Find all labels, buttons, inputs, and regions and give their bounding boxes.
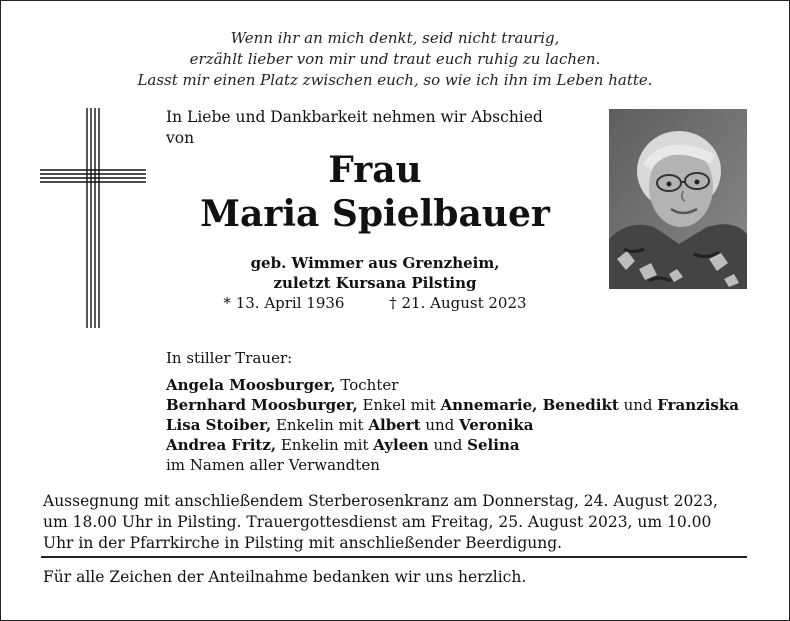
mourner-name: Bernhard Moosburger, bbox=[166, 396, 358, 414]
mourner-name: Ayleen bbox=[373, 436, 429, 454]
mourner-row bbox=[166, 395, 739, 415]
poem bbox=[0, 28, 790, 91]
mourner-name: Albert bbox=[368, 416, 421, 434]
divider bbox=[41, 556, 747, 558]
mourner-name: Veronika bbox=[459, 416, 534, 434]
mourner-row bbox=[166, 435, 739, 455]
poem-line: Lasst mir einen Platz zwischen euch, so wie ich ihn im Leben hatte. bbox=[137, 71, 653, 89]
mourner-row bbox=[166, 415, 739, 435]
mourner-relation: Enkelin mit bbox=[271, 416, 369, 434]
cross-icon bbox=[40, 108, 146, 328]
mourner-name: Selina bbox=[467, 436, 520, 454]
intro-text bbox=[166, 107, 543, 149]
salutation: Frau bbox=[328, 149, 422, 191]
mourner-name: Annemarie, Benedikt bbox=[440, 396, 619, 414]
service-info bbox=[43, 491, 753, 554]
thanks-text: Für alle Zeichen der Anteilnahme bedanken wir uns herzlich. bbox=[43, 568, 527, 586]
mourner-name: Lisa Stoiber, bbox=[166, 416, 272, 434]
portrait-photo bbox=[609, 109, 747, 289]
poem-line: Wenn ihr an mich denkt, seid nicht traurig, bbox=[230, 29, 560, 47]
origin-info bbox=[160, 253, 590, 293]
service-line: Aussegnung mit anschließendem Sterberosenkranz am Donnerstag, 24. August 2023, bbox=[43, 492, 718, 510]
origin-line: geb. Wimmer aus Grenzheim, bbox=[250, 254, 500, 272]
mourner-relation: Enkelin mit bbox=[276, 436, 374, 454]
mourner-name: Andrea Fritz, bbox=[166, 436, 277, 454]
mourner-relation: Enkel mit bbox=[357, 396, 441, 414]
origin-line: zuletzt Kursana Pilsting bbox=[273, 274, 477, 292]
mourners-heading: In stiller Trauer: bbox=[166, 349, 293, 367]
service-line: Uhr in der Pfarrkirche in Pilsting mit anschließender Beerdigung. bbox=[43, 534, 563, 552]
deceased-name: Maria Spielbauer bbox=[200, 193, 550, 235]
mourner-name: Angela Moosburger, bbox=[166, 376, 336, 394]
mourner-relation: und bbox=[420, 416, 460, 434]
mourners-list bbox=[166, 375, 739, 475]
mourner-relation: Tochter bbox=[335, 376, 399, 394]
mourner-name: Franziska bbox=[657, 396, 739, 414]
mourner-relation: und bbox=[618, 396, 658, 414]
mourner-relation: im Namen aller Verwandten bbox=[166, 456, 380, 474]
poem-line: erzählt lieber von mir und traut euch ruhig zu lachen. bbox=[189, 50, 601, 68]
birth-date: * 13. April 1936 bbox=[223, 294, 345, 312]
mourners-section bbox=[166, 348, 739, 475]
intro-line: In Liebe und Dankbarkeit nehmen wir Abschied bbox=[166, 108, 543, 126]
mourner-relation: und bbox=[428, 436, 468, 454]
portrait-image bbox=[609, 109, 747, 289]
mourner-row bbox=[166, 455, 739, 475]
life-dates bbox=[160, 294, 590, 312]
intro-line: von bbox=[166, 129, 195, 147]
death-date: † 21. August 2023 bbox=[389, 294, 527, 312]
mourner-row bbox=[166, 375, 739, 395]
service-line: um 18.00 Uhr in Pilsting. Trauergottesdienst am Freitag, 25. August 2023, um 10.00 bbox=[43, 513, 712, 531]
